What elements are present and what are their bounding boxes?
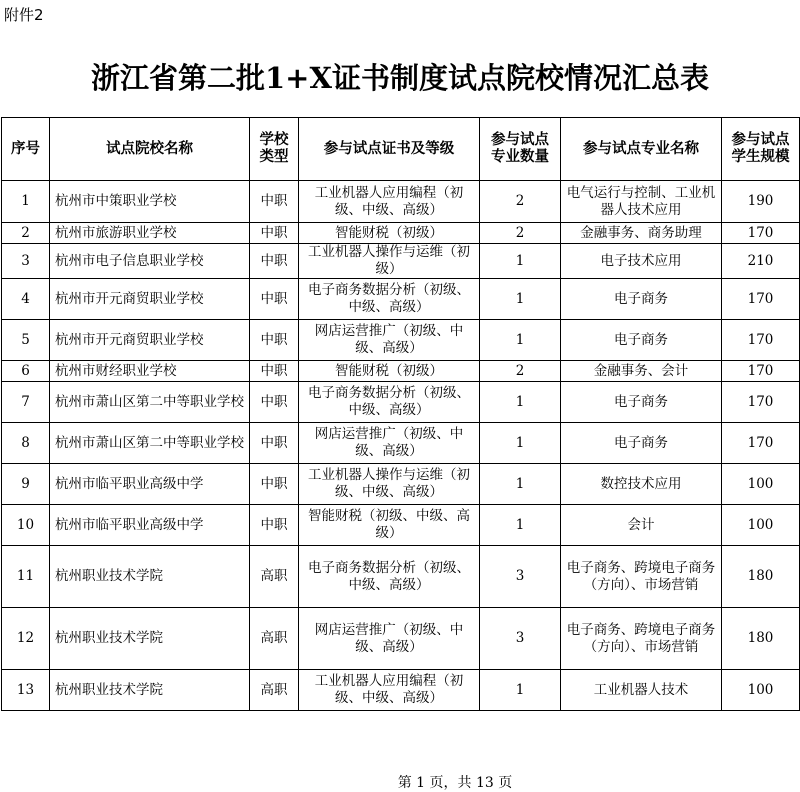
cell-school-name: 杭州职业技术学院 (50, 546, 250, 608)
table-row (2, 320, 800, 361)
table-row (2, 244, 800, 279)
cell-school-name: 杭州市电子信息职业学校 (50, 244, 250, 279)
header-col-student-scale: 参与试点 学生规模 (722, 118, 800, 181)
cell-seq: 2 (2, 223, 50, 244)
table-row (2, 223, 800, 244)
header-col-school-type: 学校 类型 (250, 118, 299, 181)
cell-school-name: 杭州职业技术学院 (50, 670, 250, 711)
cell-seq: 12 (2, 608, 50, 670)
header-col-major-count: 参与试点 专业数量 (480, 118, 561, 181)
table-row (2, 423, 800, 464)
cell-major-names: 金融事务、会计 (561, 361, 722, 382)
cell-major-count: 1 (480, 279, 561, 320)
cell-certificate: 工业机器人应用编程（初级、中级、高级） (299, 181, 480, 223)
cell-student-scale: 180 (722, 608, 800, 670)
cell-major-names: 电子商务、跨境电子商务（方向）、市场营销 (561, 546, 722, 608)
cell-school-type: 中职 (250, 223, 299, 244)
cell-student-scale: 190 (722, 181, 800, 223)
cell-seq: 5 (2, 320, 50, 361)
document-title: 浙江省第二批1+X证书制度试点院校情况汇总表 (91, 61, 709, 95)
cell-certificate: 网店运营推广（初级、中级、高级） (299, 320, 480, 361)
cell-major-names: 电子商务 (561, 382, 722, 423)
cell-school-name: 杭州市旅游职业学校 (50, 223, 250, 244)
header-col-certificate: 参与试点证书及等级 (299, 118, 480, 181)
header-col-school-name: 试点院校名称 (50, 118, 250, 181)
cell-student-scale: 170 (722, 223, 800, 244)
page-number: 第 1 页，共 13 页 (397, 775, 513, 791)
cell-major-names: 电子商务、跨境电子商务（方向）、市场营销 (561, 608, 722, 670)
cell-school-type: 中职 (250, 505, 299, 546)
cell-major-names: 电气运行与控制、工业机器人技术应用 (561, 181, 722, 223)
table-row (2, 670, 800, 711)
cell-major-names: 电子商务 (561, 279, 722, 320)
table-body (2, 181, 800, 711)
cell-certificate: 工业机器人操作与运维（初级、中级、高级） (299, 464, 480, 505)
cell-certificate: 工业机器人应用编程（初级、中级、高级） (299, 670, 480, 711)
cell-school-type: 中职 (250, 382, 299, 423)
cell-school-type: 高职 (250, 546, 299, 608)
cell-certificate: 智能财税（初级、中级、高级） (299, 505, 480, 546)
cell-major-count: 2 (480, 361, 561, 382)
cell-seq: 3 (2, 244, 50, 279)
cell-major-names: 会计 (561, 505, 722, 546)
cell-seq: 6 (2, 361, 50, 382)
cell-school-type: 高职 (250, 608, 299, 670)
cell-student-scale: 100 (722, 505, 800, 546)
cell-certificate: 电子商务数据分析（初级、中级、高级） (299, 279, 480, 320)
cell-school-name: 杭州市财经职业学校 (50, 361, 250, 382)
cell-certificate: 网店运营推广（初级、中级、高级） (299, 423, 480, 464)
cell-major-names: 金融事务、商务助理 (561, 223, 722, 244)
table-row (2, 464, 800, 505)
cell-major-count: 1 (480, 244, 561, 279)
cell-major-names: 电子技术应用 (561, 244, 722, 279)
header-col-seq: 序号 (2, 118, 50, 181)
cell-school-name: 杭州职业技术学院 (50, 608, 250, 670)
page-footer (0, 772, 800, 792)
cell-student-scale: 100 (722, 464, 800, 505)
cell-major-count: 2 (480, 181, 561, 223)
cell-major-names: 电子商务 (561, 320, 722, 361)
cell-seq: 7 (2, 382, 50, 423)
cell-school-name: 杭州市中策职业学校 (50, 181, 250, 223)
cell-school-name: 杭州市临平职业高级中学 (50, 464, 250, 505)
cell-school-name: 杭州市开元商贸职业学校 (50, 279, 250, 320)
cell-seq: 10 (2, 505, 50, 546)
table-row (2, 382, 800, 423)
header-col-major-names: 参与试点专业名称 (561, 118, 722, 181)
cell-school-name: 杭州市开元商贸职业学校 (50, 320, 250, 361)
cell-student-scale: 100 (722, 670, 800, 711)
attachment-label: 附件2 (4, 6, 44, 24)
cell-major-count: 3 (480, 546, 561, 608)
cell-seq: 11 (2, 546, 50, 608)
cell-school-type: 中职 (250, 279, 299, 320)
summary-table (1, 117, 800, 711)
table-row (2, 608, 800, 670)
cell-student-scale: 180 (722, 546, 800, 608)
cell-school-type: 中职 (250, 464, 299, 505)
cell-certificate: 电子商务数据分析（初级、中级、高级） (299, 546, 480, 608)
cell-seq: 8 (2, 423, 50, 464)
cell-student-scale: 210 (722, 244, 800, 279)
cell-major-names: 数控技术应用 (561, 464, 722, 505)
cell-certificate: 网店运营推广（初级、中级、高级） (299, 608, 480, 670)
cell-major-count: 3 (480, 608, 561, 670)
cell-student-scale: 170 (722, 279, 800, 320)
cell-school-type: 中职 (250, 320, 299, 361)
cell-school-type: 中职 (250, 361, 299, 382)
cell-school-type: 中职 (250, 244, 299, 279)
cell-major-count: 1 (480, 670, 561, 711)
cell-school-type: 中职 (250, 423, 299, 464)
cell-school-name: 杭州市临平职业高级中学 (50, 505, 250, 546)
cell-major-count: 1 (480, 382, 561, 423)
table-row (2, 546, 800, 608)
cell-certificate: 电子商务数据分析（初级、中级、高级） (299, 382, 480, 423)
cell-certificate: 智能财税（初级） (299, 361, 480, 382)
cell-student-scale: 170 (722, 382, 800, 423)
cell-student-scale: 170 (722, 361, 800, 382)
cell-school-name: 杭州市萧山区第二中等职业学校 (50, 382, 250, 423)
cell-school-name: 杭州市萧山区第二中等职业学校 (50, 423, 250, 464)
cell-major-names: 电子商务 (561, 423, 722, 464)
cell-major-names: 工业机器人技术 (561, 670, 722, 711)
cell-certificate: 工业机器人操作与运维（初级） (299, 244, 480, 279)
cell-student-scale: 170 (722, 423, 800, 464)
cell-school-type: 高职 (250, 670, 299, 711)
cell-major-count: 1 (480, 320, 561, 361)
cell-seq: 9 (2, 464, 50, 505)
cell-major-count: 1 (480, 423, 561, 464)
cell-major-count: 1 (480, 505, 561, 546)
cell-seq: 13 (2, 670, 50, 711)
cell-major-count: 2 (480, 223, 561, 244)
cell-school-type: 中职 (250, 181, 299, 223)
table-header-row (2, 118, 800, 181)
cell-seq: 1 (2, 181, 50, 223)
cell-student-scale: 170 (722, 320, 800, 361)
table-row (2, 181, 800, 223)
cell-seq: 4 (2, 279, 50, 320)
table-row (2, 505, 800, 546)
table-row (2, 361, 800, 382)
cell-certificate: 智能财税（初级） (299, 223, 480, 244)
table-row (2, 279, 800, 320)
cell-major-count: 1 (480, 464, 561, 505)
